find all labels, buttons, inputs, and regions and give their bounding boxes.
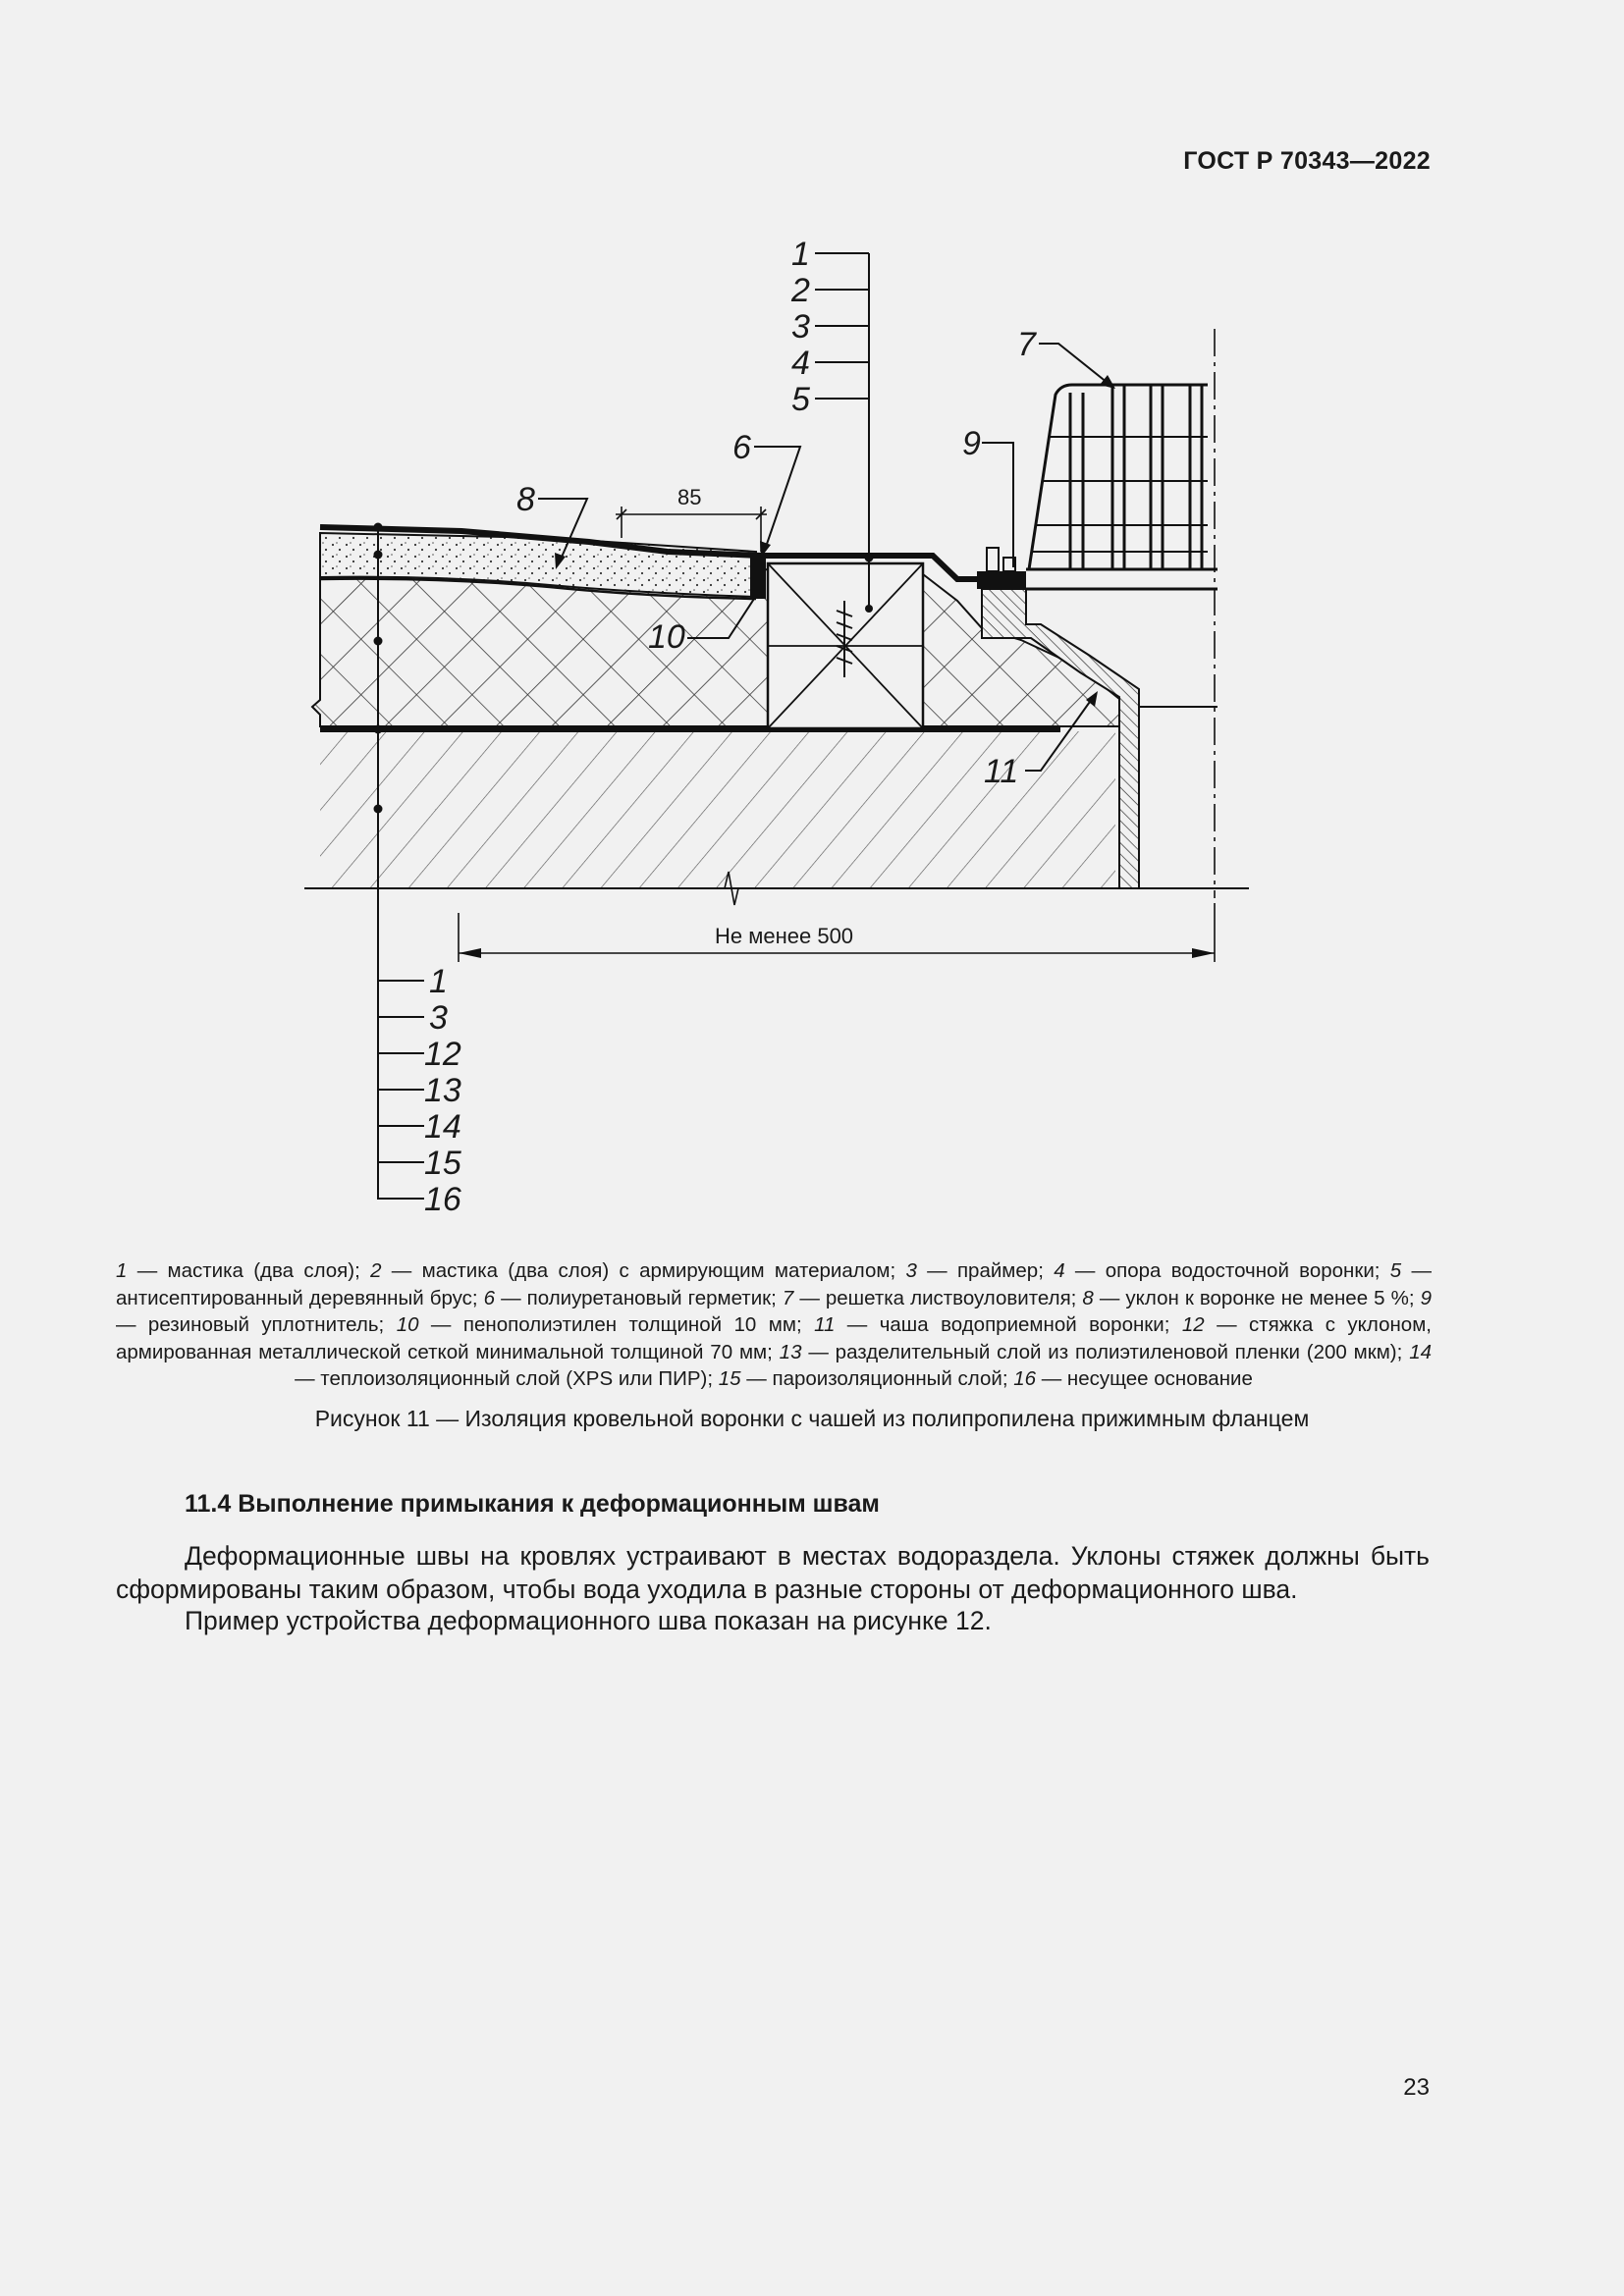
legend-text: — разделительный слой из полиэтиленовой пленки (200 мкм); bbox=[801, 1340, 1410, 1363]
callout-top-2: 2 bbox=[791, 272, 810, 309]
legend-number: 5 bbox=[1389, 1259, 1402, 1282]
legend-text: — пароизоляционный слой; bbox=[740, 1367, 1014, 1390]
legend-number: 3 bbox=[905, 1259, 917, 1282]
legend-number: 11 bbox=[814, 1313, 836, 1336]
callout-9: 9 bbox=[962, 425, 981, 462]
callout-top-5: 5 bbox=[791, 381, 810, 418]
callout-10: 10 bbox=[648, 618, 685, 656]
legend-number: 10 bbox=[396, 1313, 419, 1336]
callout-8: 8 bbox=[516, 481, 535, 518]
dimension-500-arrow-right bbox=[1192, 948, 1215, 958]
standard-number: ГОСТ Р 70343—2022 bbox=[1183, 147, 1431, 175]
polyethylene-foam-strip bbox=[750, 558, 766, 599]
legend-text: — стяжка с уклоном, армированная металлической сеткой минимальной толщиной 70 мм; bbox=[116, 1313, 1432, 1363]
legend-text: — праймер; bbox=[916, 1259, 1055, 1282]
load-bearing-base bbox=[304, 731, 1249, 888]
callout-top-4: 4 bbox=[791, 345, 810, 382]
legend-text: — мастика (два слоя) с армирующим материалом; bbox=[381, 1259, 906, 1282]
dimension-85-label: 85 bbox=[677, 485, 702, 509]
legend-text: — чаша водоприемной воронки; bbox=[835, 1313, 1182, 1336]
legend-number: 15 bbox=[718, 1367, 741, 1390]
legend-text: — резиновый уплотнитель; bbox=[116, 1313, 397, 1336]
legend-text: — уклон к воронке не менее 5 %; bbox=[1093, 1286, 1421, 1309]
dimension-500-label: Не менее 500 bbox=[715, 924, 854, 948]
callout-6: 6 bbox=[732, 429, 751, 466]
paragraph-1: Деформационные швы на кровлях устраивают в местах водораздела. Уклоны стяжек должны быть сформированы таким образом, чтобы вода уходила в разные стороны от деформационного шва. bbox=[116, 1541, 1430, 1604]
figure-legend bbox=[116, 1257, 1432, 1393]
legend-text: — полиуретановый герметик; bbox=[495, 1286, 783, 1309]
callout-bottom-12: 12 bbox=[424, 1036, 461, 1073]
dimension-500-arrow-left bbox=[459, 948, 481, 958]
clamping-flange bbox=[977, 548, 1026, 589]
legend-number: 1 bbox=[116, 1259, 128, 1282]
callout-bottom-14: 14 bbox=[424, 1108, 461, 1146]
legend-number: 14 bbox=[1409, 1340, 1432, 1363]
callout-top-3: 3 bbox=[791, 308, 810, 346]
legend-text: — антисептированный деревянный брус; bbox=[116, 1259, 1432, 1309]
leaf-guard-grid bbox=[1026, 385, 1218, 589]
legend-number: 2 bbox=[370, 1259, 382, 1282]
legend-number: 16 bbox=[1013, 1367, 1037, 1390]
page-number: 23 bbox=[1403, 2074, 1430, 2101]
legend-number: 12 bbox=[1181, 1313, 1205, 1336]
callout-bottom-15: 15 bbox=[424, 1145, 461, 1182]
legend-text: — несущее основание bbox=[1036, 1367, 1253, 1390]
legend-number: 9 bbox=[1420, 1286, 1432, 1309]
legend-text: — теплоизоляционный слой (XPS или ПИР); bbox=[295, 1367, 719, 1390]
legend-number: 7 bbox=[782, 1286, 794, 1309]
legend-text: — решетка листвоуловителя; bbox=[793, 1286, 1083, 1309]
callout-top-1: 1 bbox=[791, 236, 810, 273]
legend-text: — пенополиэтилен толщиной 10 мм; bbox=[418, 1313, 815, 1336]
wooden-beam bbox=[768, 563, 923, 728]
figure-caption: Рисунок 11 — Изоляция кровельной воронки с чашей из полипропилена прижимным фланцем bbox=[314, 1406, 1310, 1431]
legend-number: 4 bbox=[1054, 1259, 1065, 1282]
callout-bottom-13: 13 bbox=[424, 1072, 461, 1109]
callout-bottom-3: 3 bbox=[429, 999, 448, 1037]
legend-number: 8 bbox=[1082, 1286, 1094, 1309]
legend-text: — мастика (два слоя); bbox=[127, 1259, 371, 1282]
section-title: 11.4 Выполнение примыкания к деформационным швам bbox=[185, 1490, 880, 1518]
callout-7-leader bbox=[1039, 344, 1108, 383]
paragraph-2: Пример устройства деформационного шва показан на рисунке 12. bbox=[185, 1606, 992, 1635]
callout-7: 7 bbox=[1017, 326, 1036, 363]
callout-11: 11 bbox=[984, 753, 1019, 790]
legend-number: 13 bbox=[779, 1340, 802, 1363]
legend-text: — опора водосточной воронки; bbox=[1064, 1259, 1390, 1282]
callout-bottom-1: 1 bbox=[429, 963, 448, 1000]
callout-7-arrow bbox=[1100, 375, 1115, 389]
callout-bottom-16: 16 bbox=[424, 1181, 461, 1218]
legend-number: 6 bbox=[483, 1286, 496, 1309]
